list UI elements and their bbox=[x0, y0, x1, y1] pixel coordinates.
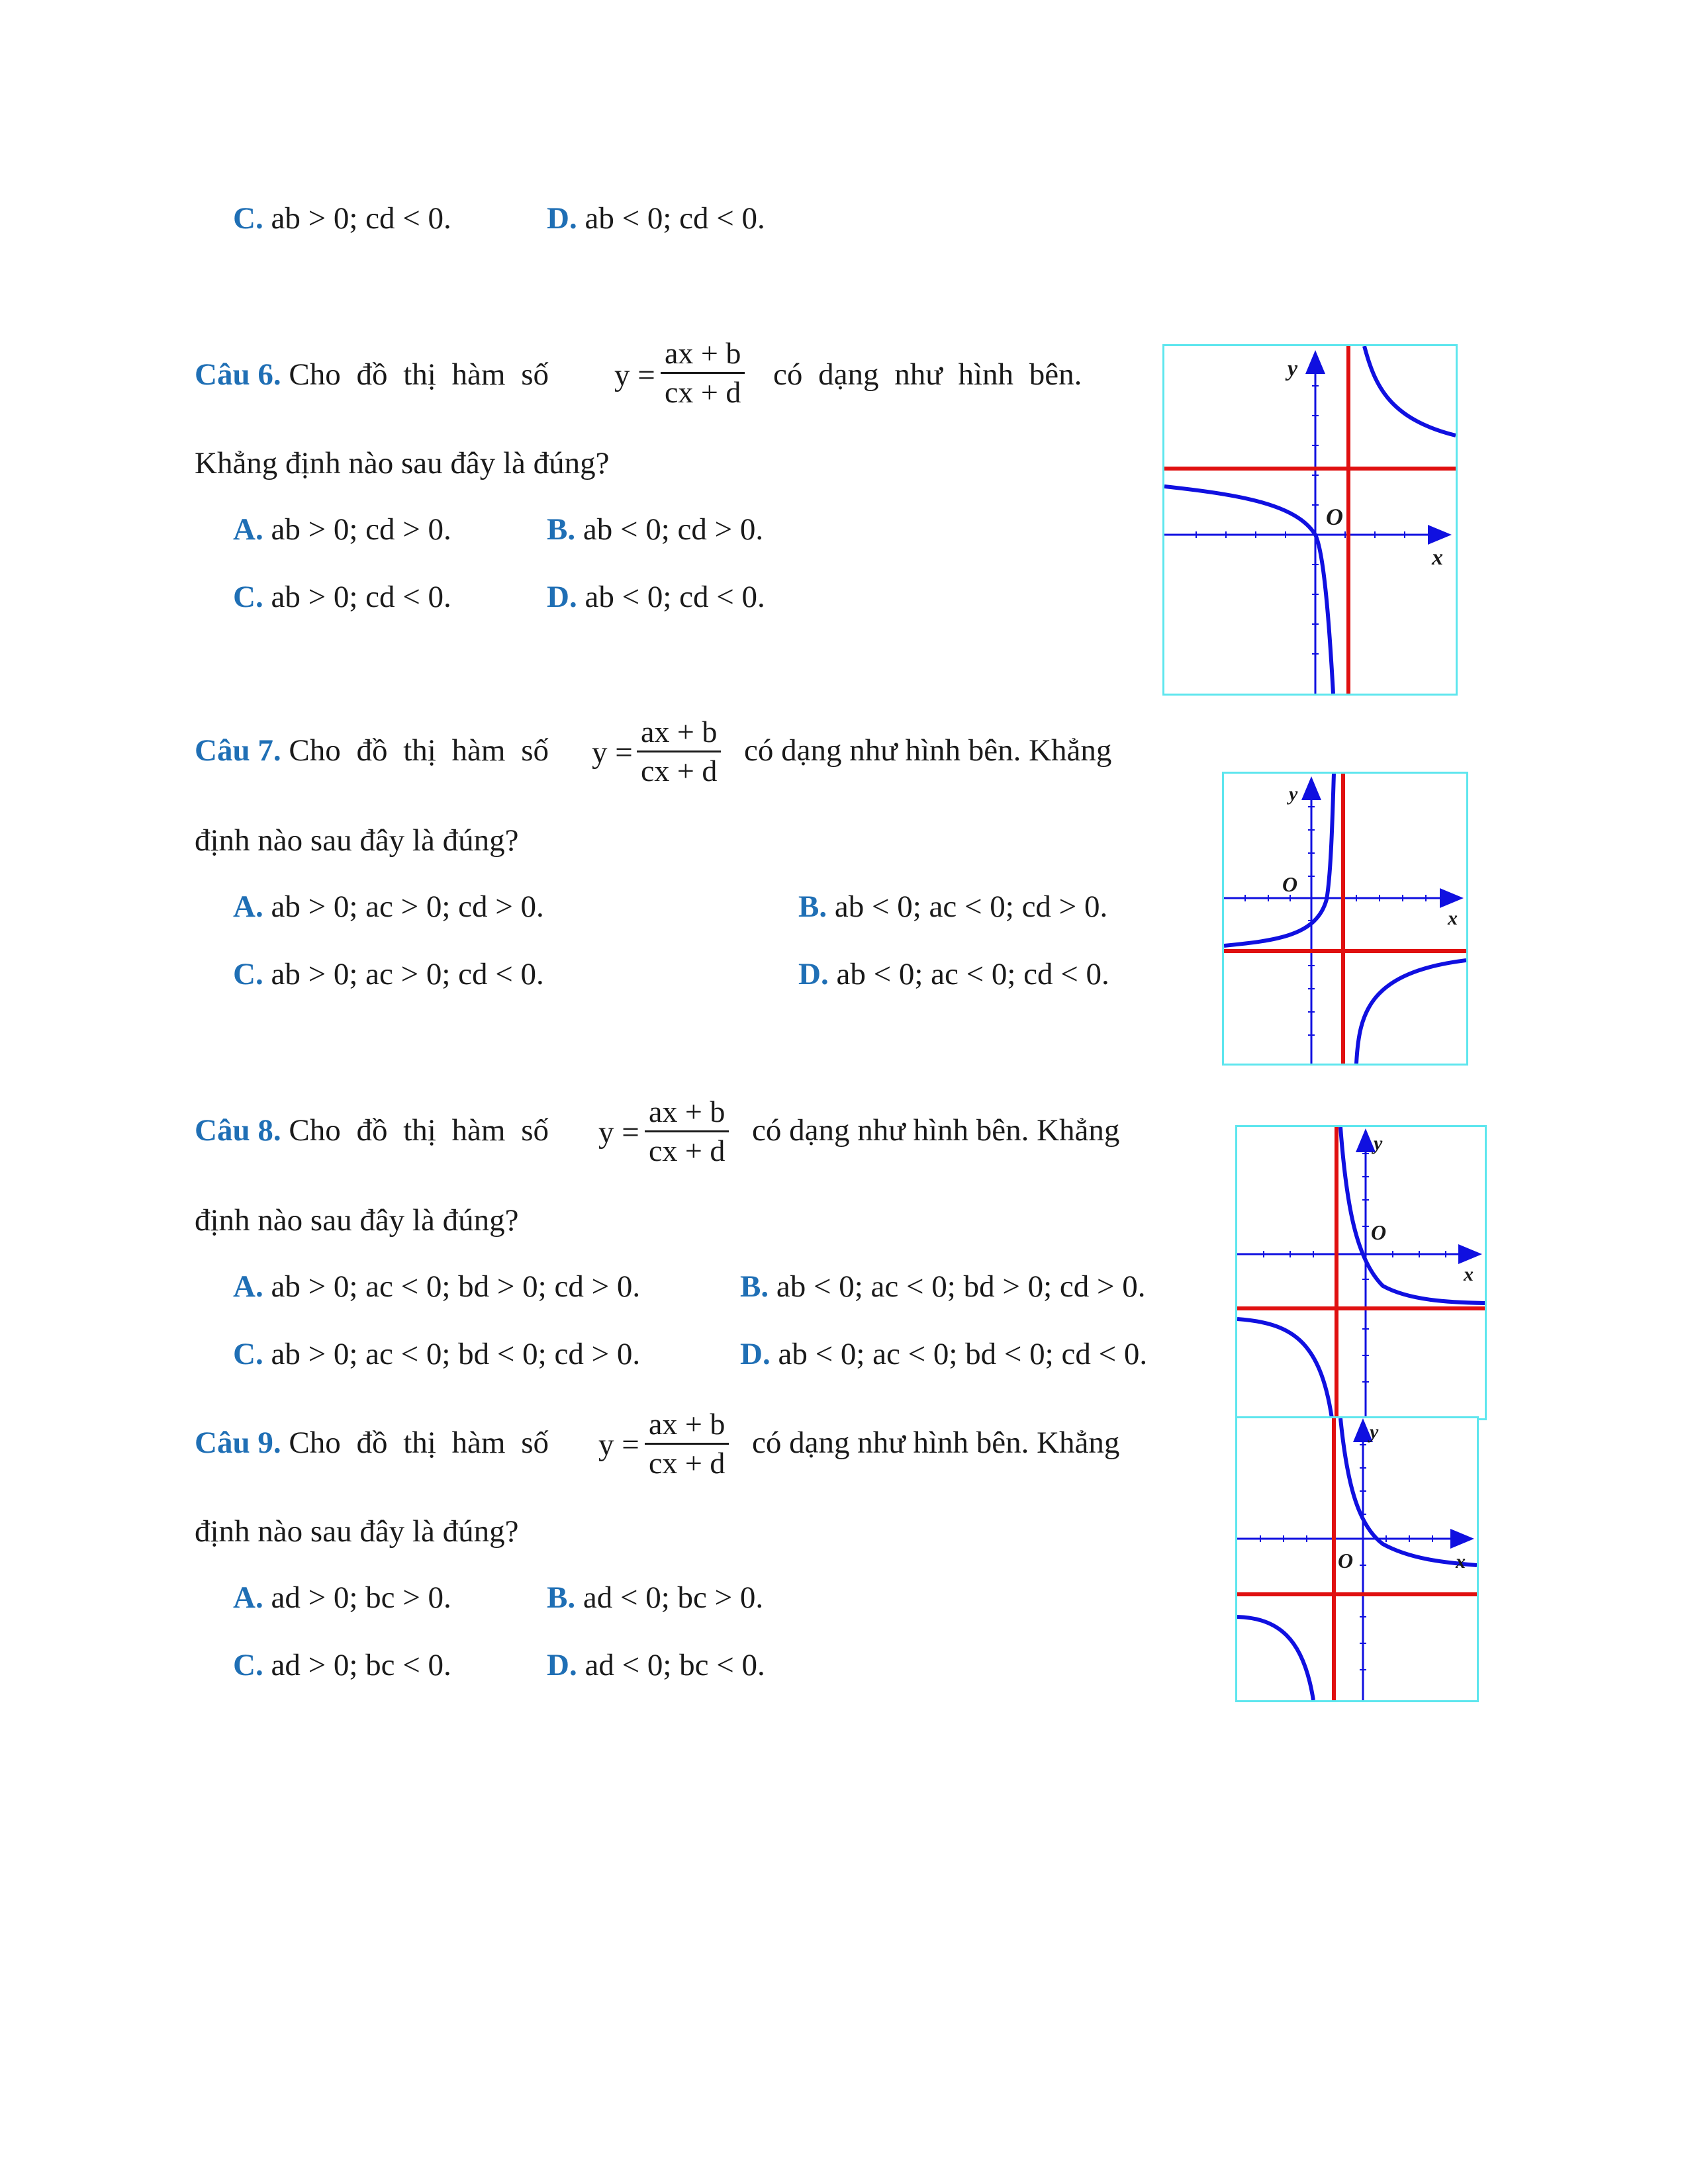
origin-label: O bbox=[1338, 1549, 1354, 1572]
option-letter: D. bbox=[740, 1337, 771, 1371]
q8-stem-line2: định nào sau đây là đúng? bbox=[195, 1203, 519, 1238]
formula-y: y = bbox=[592, 735, 633, 770]
q9-stem-line2: định nào sau đây là đúng? bbox=[195, 1514, 519, 1549]
formula-fraction bbox=[661, 335, 745, 411]
stem-text: Cho đồ thị hàm số bbox=[289, 357, 549, 392]
left-branch bbox=[1224, 774, 1334, 946]
denominator: cx + d bbox=[649, 1446, 726, 1480]
q9-option-d[interactable] bbox=[547, 1645, 765, 1685]
option-letter: B. bbox=[547, 512, 576, 547]
option-letter: C. bbox=[233, 1337, 263, 1371]
option-text: ab < 0; ac < 0; bd > 0; cd > 0. bbox=[776, 1269, 1146, 1304]
option-letter: D. bbox=[547, 1648, 577, 1682]
stem-text: Cho đồ thị hàm số bbox=[289, 1426, 549, 1460]
q6-option-c[interactable] bbox=[233, 577, 451, 617]
q7-option-a[interactable] bbox=[233, 887, 544, 927]
denominator: cx + d bbox=[641, 754, 718, 788]
option-letter: C. bbox=[233, 957, 263, 991]
option-letter: D. bbox=[547, 580, 577, 614]
option-letter: D. bbox=[547, 201, 577, 236]
q8-option-c[interactable] bbox=[233, 1334, 640, 1374]
q9-stem-tail: có dạng như hình bên. Khẳng bbox=[752, 1426, 1120, 1460]
q8-stem bbox=[195, 1111, 549, 1150]
option-text: ab < 0; ac < 0; cd > 0. bbox=[834, 889, 1108, 924]
q6-graph-svg bbox=[1164, 346, 1456, 694]
q9-graph bbox=[1235, 1416, 1479, 1702]
question-label: Câu 9. bbox=[195, 1426, 281, 1460]
option-text: ab > 0; cd < 0. bbox=[271, 201, 451, 236]
question-label: Câu 8. bbox=[195, 1113, 281, 1148]
y-axis-label: y bbox=[1374, 1132, 1383, 1154]
q7-stem-line2: định nào sau đây là đúng? bbox=[195, 823, 519, 858]
y-axis-label: y bbox=[1289, 783, 1298, 805]
option-text: ab > 0; cd < 0. bbox=[271, 580, 451, 614]
formula-y: y = bbox=[598, 1115, 639, 1150]
y-axis-label: y bbox=[1370, 1421, 1379, 1443]
option-letter: A. bbox=[233, 889, 263, 924]
numerator: ax + b bbox=[661, 335, 745, 374]
denominator: cx + d bbox=[649, 1134, 726, 1167]
q8-stem-tail: có dạng như hình bên. Khẳng bbox=[752, 1113, 1120, 1148]
numerator: ax + b bbox=[645, 1406, 729, 1445]
q7-option-c[interactable] bbox=[233, 954, 544, 994]
formula-fraction bbox=[645, 1093, 729, 1169]
q6-stem-line2: Khẳng định nào sau đây là đúng? bbox=[195, 446, 610, 480]
q8-graph bbox=[1235, 1125, 1487, 1420]
q9-option-a[interactable] bbox=[233, 1578, 451, 1617]
q7-option-d[interactable] bbox=[798, 954, 1109, 994]
option-text: ab > 0; ac > 0; cd > 0. bbox=[271, 889, 544, 924]
q7-option-b[interactable] bbox=[798, 887, 1107, 927]
option-letter: B. bbox=[798, 889, 827, 924]
stem-text: Cho đồ thị hàm số bbox=[289, 733, 549, 768]
right-branch bbox=[1356, 960, 1466, 1064]
option-text: ab < 0; cd < 0. bbox=[585, 580, 765, 614]
option-text: ab < 0; cd < 0. bbox=[585, 201, 765, 236]
prev-option-c[interactable] bbox=[233, 199, 451, 238]
q6-option-a[interactable] bbox=[233, 510, 451, 549]
x-axis-label: x bbox=[1448, 907, 1458, 929]
option-text: ab > 0; cd > 0. bbox=[271, 512, 451, 547]
q6-stem bbox=[195, 355, 549, 394]
origin-label: O bbox=[1282, 872, 1298, 896]
option-letter: C. bbox=[233, 1648, 263, 1682]
q6-option-b[interactable] bbox=[547, 510, 763, 549]
q8-option-a[interactable] bbox=[233, 1267, 640, 1306]
option-text: ad > 0; bc > 0. bbox=[271, 1580, 451, 1615]
q9-option-c[interactable] bbox=[233, 1645, 451, 1685]
q8-option-b[interactable] bbox=[740, 1267, 1146, 1306]
option-letter: C. bbox=[233, 580, 263, 614]
option-letter: B. bbox=[740, 1269, 769, 1304]
stem-text: Cho đồ thị hàm số bbox=[289, 1113, 549, 1148]
q7-graph bbox=[1222, 772, 1468, 1066]
q9-graph-svg bbox=[1237, 1418, 1477, 1700]
option-text: ab > 0; ac < 0; bd > 0; cd > 0. bbox=[271, 1269, 641, 1304]
option-text: ab > 0; ac > 0; cd < 0. bbox=[271, 957, 544, 991]
denominator: cx + d bbox=[665, 375, 741, 409]
option-text: ab < 0; cd > 0. bbox=[583, 512, 764, 547]
q8-option-d[interactable] bbox=[740, 1334, 1147, 1374]
x-axis-label: x bbox=[1456, 1551, 1466, 1572]
origin-label: O bbox=[1371, 1220, 1387, 1244]
option-letter: D. bbox=[798, 957, 829, 991]
question-label: Câu 6. bbox=[195, 357, 281, 392]
q6-stem-tail: có dạng như hình bên. bbox=[773, 357, 1082, 392]
left-branch bbox=[1237, 1617, 1313, 1700]
option-text: ad < 0; bc < 0. bbox=[585, 1648, 765, 1682]
option-letter: B. bbox=[547, 1580, 576, 1615]
question-label: Câu 7. bbox=[195, 733, 281, 768]
option-letter: A. bbox=[233, 1580, 263, 1615]
numerator: ax + b bbox=[637, 713, 721, 752]
numerator: ax + b bbox=[645, 1093, 729, 1132]
q7-graph-svg bbox=[1224, 774, 1466, 1064]
option-text: ad < 0; bc > 0. bbox=[583, 1580, 764, 1615]
option-letter: C. bbox=[233, 201, 263, 236]
option-text: ab > 0; ac < 0; bd < 0; cd > 0. bbox=[271, 1337, 641, 1371]
right-branch bbox=[1364, 346, 1456, 435]
formula-y: y = bbox=[598, 1428, 639, 1462]
q6-graph bbox=[1162, 344, 1458, 696]
y-axis-label: y bbox=[1288, 357, 1298, 381]
x-axis-label: x bbox=[1464, 1263, 1474, 1285]
left-branch bbox=[1237, 1319, 1332, 1418]
q8-graph-svg bbox=[1237, 1127, 1485, 1418]
option-letter: A. bbox=[233, 1269, 263, 1304]
formula-fraction bbox=[645, 1406, 729, 1482]
q7-stem-tail: có dạng như hình bên. Khẳng bbox=[744, 733, 1112, 768]
left-branch bbox=[1164, 486, 1333, 694]
option-text: ad > 0; bc < 0. bbox=[271, 1648, 451, 1682]
q6-option-d[interactable] bbox=[547, 577, 765, 617]
option-text: ab < 0; ac < 0; bd < 0; cd < 0. bbox=[778, 1337, 1148, 1371]
option-text: ab < 0; ac < 0; cd < 0. bbox=[836, 957, 1109, 991]
x-axis-label: x bbox=[1432, 545, 1443, 570]
origin-label: O bbox=[1326, 504, 1343, 530]
formula-fraction bbox=[637, 713, 721, 790]
prev-option-d[interactable] bbox=[547, 199, 765, 238]
q7-stem bbox=[195, 731, 549, 770]
option-letter: A. bbox=[233, 512, 263, 547]
q9-stem bbox=[195, 1423, 549, 1463]
q9-option-b[interactable] bbox=[547, 1578, 763, 1617]
formula-y: y = bbox=[614, 358, 655, 392]
